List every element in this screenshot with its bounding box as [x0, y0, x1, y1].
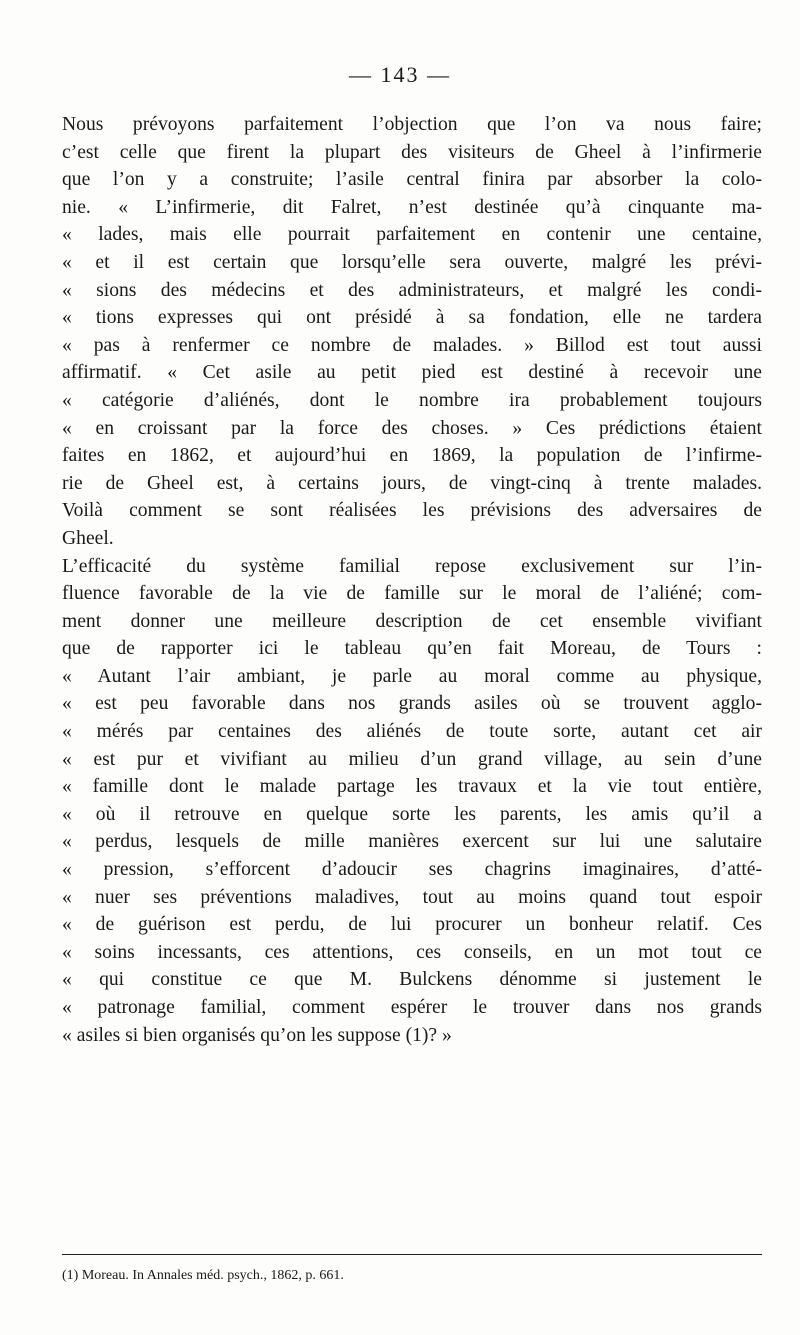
- text-line: « mérés par centaines des aliénés de toute sorte, autant cet air: [62, 721, 762, 743]
- text-line: « soins incessants, ces attentions, ces conseils, en un mot tout ce: [62, 941, 762, 963]
- page-number: — 143 —: [349, 62, 451, 87]
- text-line: « catégorie d’aliénés, dont le nombre ira probablement toujours: [62, 389, 762, 411]
- paragraph-2: [62, 553, 762, 1050]
- text-line: « est pur et vivifiant au milieu d’un grand village, au sein d’une: [62, 748, 762, 770]
- text-line: rie de Gheel est, à certains jours, de vingt-cinq à trente malades.: [62, 472, 762, 494]
- text-line: « asiles si bien organisés qu’on les suppose (1)? »: [62, 1024, 452, 1046]
- text-line: « tions expresses qui ont présidé à sa fondation, elle ne tardera: [62, 307, 762, 329]
- text-line: « de guérison est perdu, de lui procurer un bonheur relatif. Ces: [62, 914, 762, 936]
- text-line: faites en 1862, et aujourd’hui en 1869, la population de l’infirme-: [62, 445, 762, 467]
- text-line: « lades, mais elle pourrait parfaitement en contenir une centaine,: [62, 224, 762, 246]
- text-line: que l’on y a construite; l’asile central finira par absorber la colo-: [62, 169, 762, 191]
- text-line: « sions des médecins et des administrateurs, et malgré les condi-: [62, 279, 762, 301]
- text-line: que de rapporter ici le tableau qu’en fait Moreau, de Tours :: [62, 638, 762, 660]
- text-line: « et il est certain que lorsqu’elle sera ouverte, malgré les prévi-: [62, 251, 762, 273]
- text-line: « nuer ses préventions maladives, tout au moins quand tout espoir: [62, 886, 762, 908]
- text-line: affirmatif. « Cet asile au petit pied est destiné à recevoir une: [62, 362, 762, 384]
- text-line: « est peu favorable dans nos grands asiles où se trouvent agglo-: [62, 693, 762, 715]
- text-line: « qui constitue ce que M. Bulckens dénomme si justement le: [62, 969, 762, 991]
- text-line: Nous prévoyons parfaitement l’objection que l’on va nous faire;: [62, 114, 762, 135]
- text-line: « pression, s’efforcent d’adoucir ses chagrins imaginaires, d’atté-: [62, 859, 762, 881]
- footnote: (1) Moreau. In Annales méd. psych., 1862, p. 661.: [62, 1268, 344, 1283]
- text-line: « perdus, lesquels de mille manières exercent sur lui une salutaire: [62, 831, 762, 853]
- text-line: « patronage familial, comment espérer le trouver dans nos grands: [62, 997, 762, 1018]
- body-text: [62, 111, 762, 1049]
- text-line: fluence favorable de la vie de famille sur le moral de l’aliéné; com-: [62, 583, 762, 605]
- text-line: Gheel.: [62, 527, 114, 549]
- text-line: ment donner une meilleure description de cet ensemble vivifiant: [62, 610, 762, 632]
- text-line: c’est celle que firent la plupart des visiteurs de Gheel à l’infirmerie: [62, 141, 762, 163]
- paragraph-1: [62, 111, 762, 553]
- text-line: « en croissant par la force des choses. » Ces prédictions étaient: [62, 417, 762, 439]
- text-line: Voilà comment se sont réalisées les prévisions des adversaires de: [62, 500, 762, 522]
- footnote-divider: [62, 1254, 762, 1255]
- text-line: « où il retrouve en quelque sorte les parents, les amis qu’il a: [62, 803, 762, 825]
- text-line: L’efficacité du système familial repose exclusivement sur l’in-: [62, 555, 762, 577]
- text-line: « Autant l’air ambiant, je parle au moral comme au physique,: [62, 665, 762, 687]
- text-line: « pas à renfermer ce nombre de malades. » Billod est tout aussi: [62, 334, 762, 356]
- text-line: nie. « L’infirmerie, dit Falret, n’est destinée qu’à cinquante ma-: [62, 196, 762, 218]
- text-line: « famille dont le malade partage les travaux et la vie tout entière,: [62, 776, 762, 798]
